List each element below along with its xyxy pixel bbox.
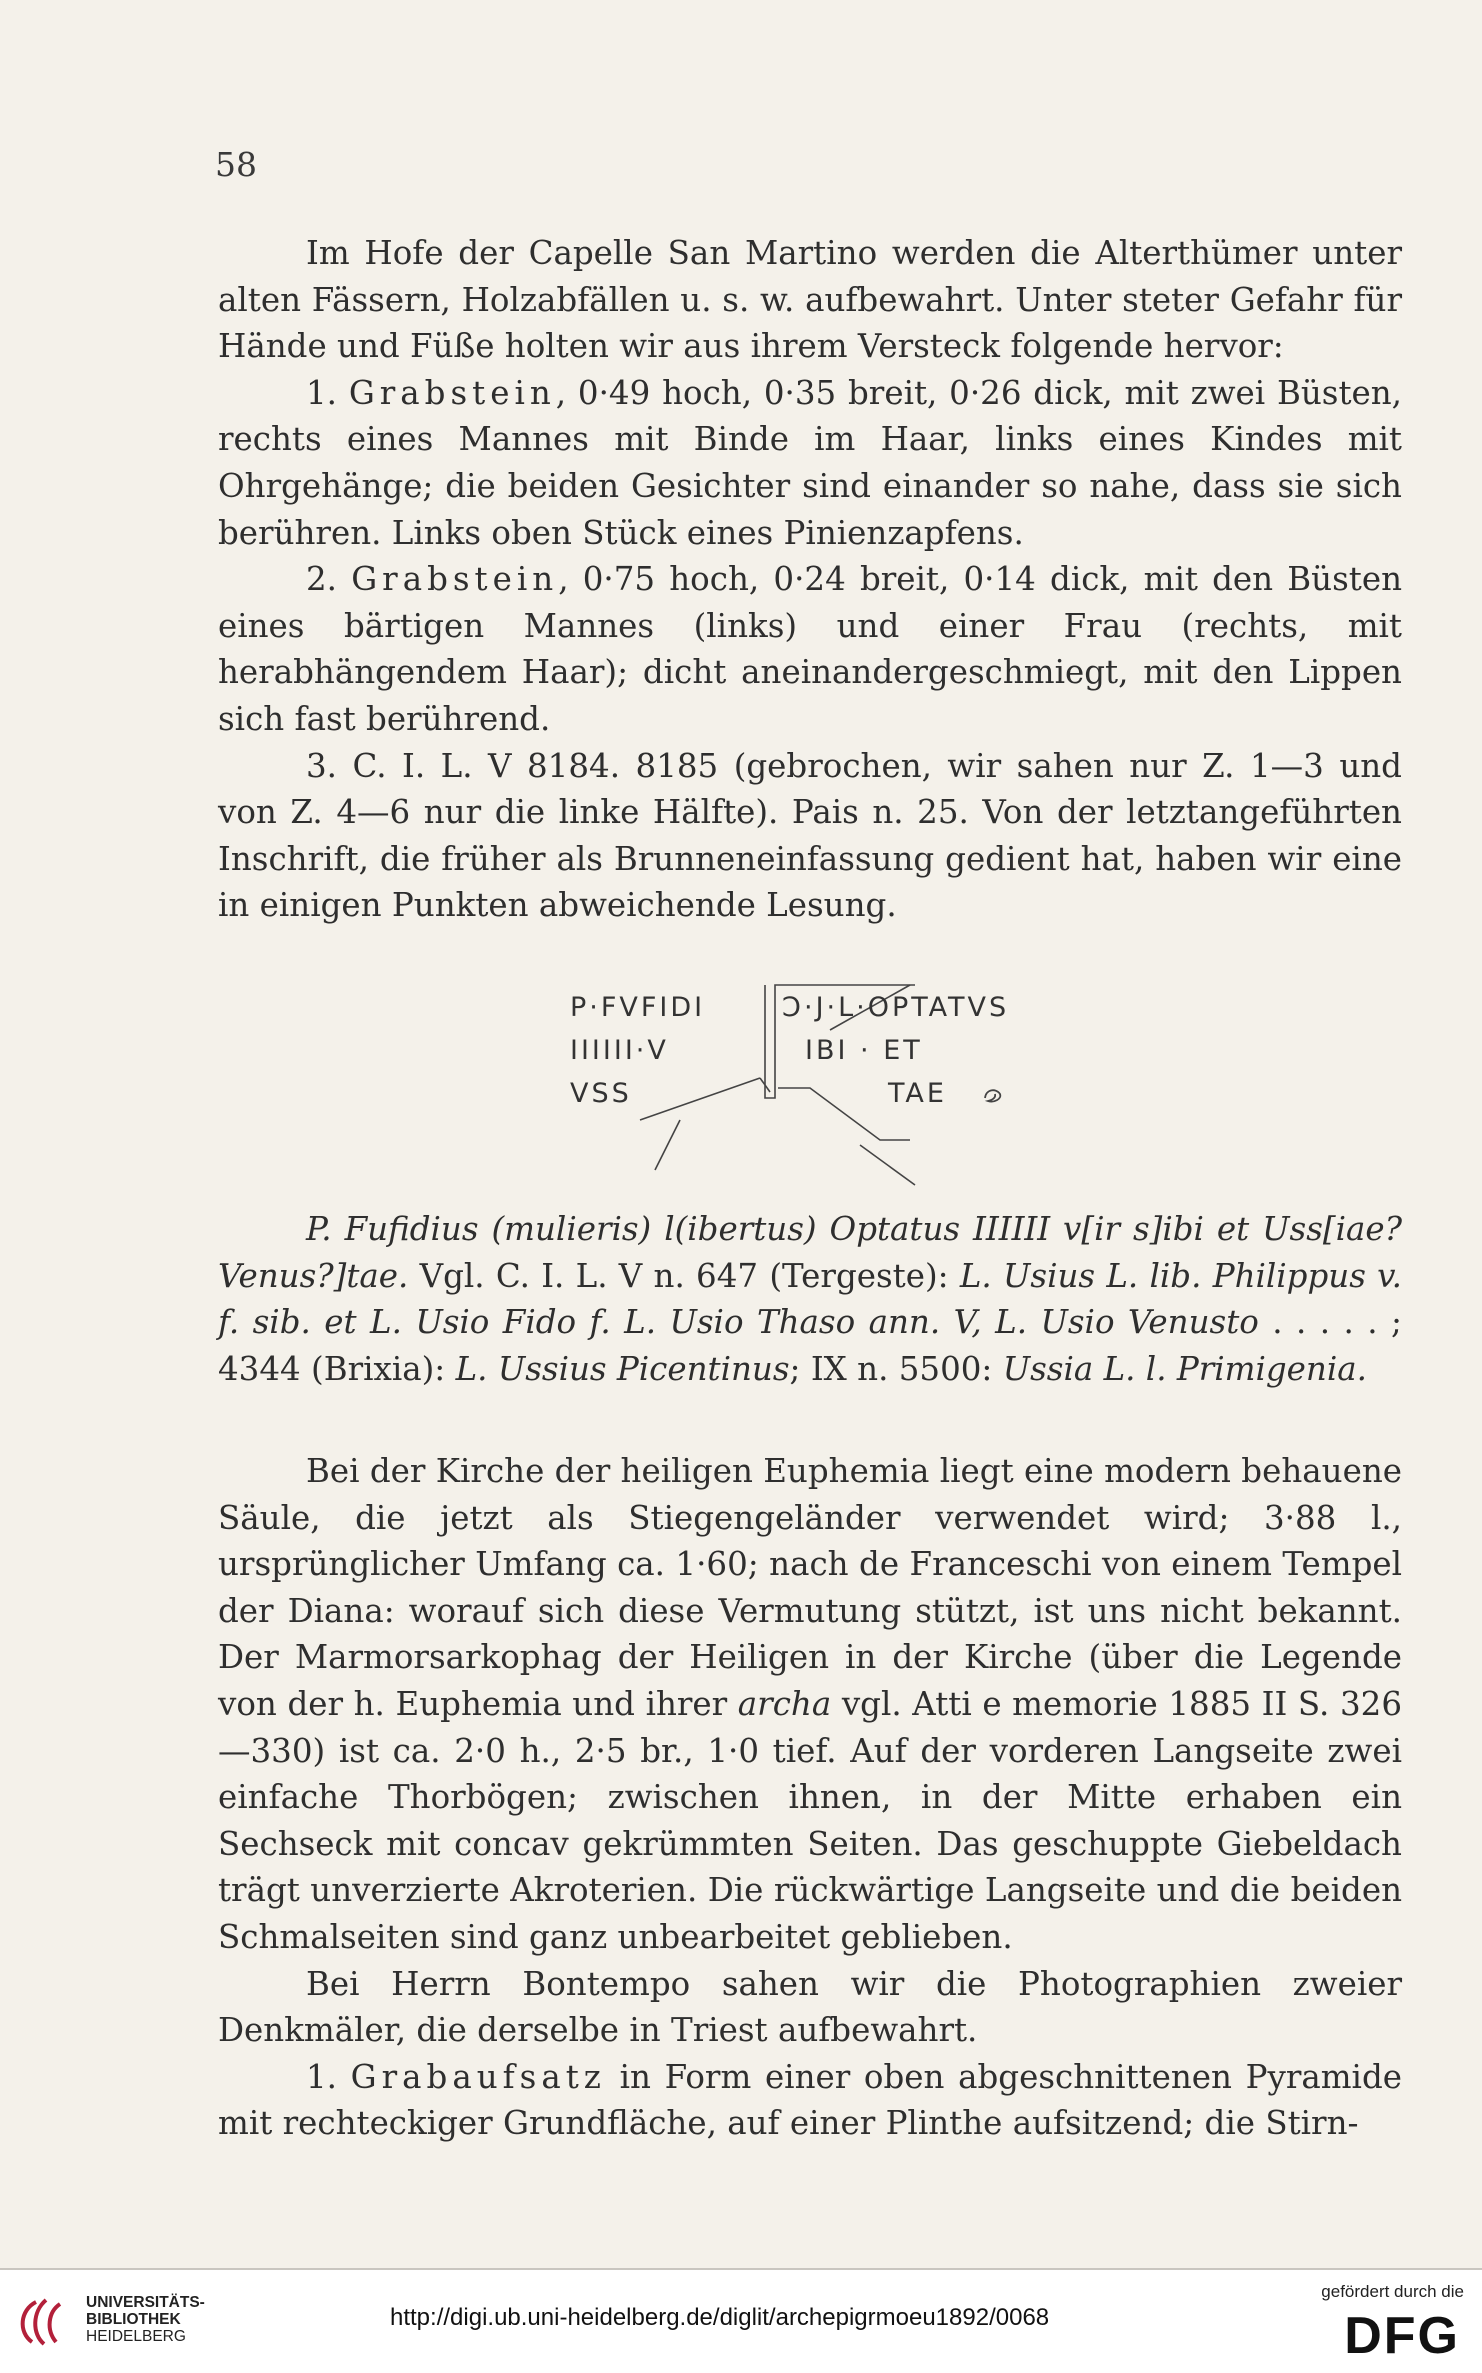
permalink-url[interactable]: http://digi.ub.uni-heidelberg.de/diglit/archepigrmoeu1892/0068 [390,2304,1050,2331]
text-run: Im Hofe der Capelle San Martino werden die Alterthümer unter alten Fässern, Holzabfällen u. s. w. aufbewahrt. Unter steter Gefahr für Hände und Füße holten wir aus ihrem Versteck folgende hervor: [218,234,1402,366]
paragraph-p7 [218,2054,1402,2147]
text-run: . . . . . ; 4344 (Brixia): [218,1303,1402,1388]
library-name-line-1: UNIVERSITÄTS- [86,2294,205,2311]
inscription-line-3-left: VSS [570,1078,632,1109]
text-run: 3. C. I. L. V 8184. 8185 (gebrochen, wir sahen nur Z. 1—3 und von Z. 4—6 nur die linke Hälfte). Pais n. 25. Von der letztangeführten Inschrift, die früher als Brunneneinfassung gedient hat, haben wir eine in einigen Punkten abweichende Lesung. [218,746,1402,925]
text-run: ; IX n. 5500: [789,1349,1003,1388]
paragraph-p2 [218,370,1402,556]
text-run: 1. [306,373,349,412]
paragraph-p3 [218,556,1402,742]
paragraph-p6 [218,1961,1402,2054]
inscription-line-3-right: TAE [888,1078,947,1109]
text-run: 2. [306,560,352,599]
spaced-heading: Grabstein [348,373,556,412]
library-name [86,2294,205,2345]
main-text [218,230,1402,929]
text-run: Vgl. C. I. L. V n. 647 (Tergeste): [408,1256,960,1295]
library-name-line-2: BIBLIOTHEK [86,2311,181,2328]
inscription-line-1-right: Ɔ·J·L·OPTATVS [782,992,1010,1023]
library-name-line-3: HEIDELBERG [86,2328,186,2345]
paragraph-p1 [218,230,1402,370]
spaced-heading: Grabaufsatz [350,2057,606,2096]
text-run: , 0·75 hoch, 0·24 breit, 0·14 dick, mit den Büsten eines bärtigen Mannes (links) und einer Frau (rechts, mit herabhängendem Haar); dicht aneinandergeschmiegt, mit den Lippen sich fast berührend. [218,560,1402,738]
italic-text: P. Fufidius (mulieris) l(ibertus) Optatus IIIIII v[ir s]ibi et Uss[iae? Venus?]tae. [218,1210,1402,1295]
inscription-figure [560,980,1080,1200]
italic-text: L. Usius L. lib. Philippus v. f. sib. et L. Usio Fido f. L. Usio Thaso ann. V, L. Usio Venusto [218,1256,1402,1342]
text-run: 1. [306,2057,351,2096]
paragraph-p4 [218,743,1402,929]
inscription-line-1-left: P·FVFIDI [570,992,706,1023]
university-library-logo-icon [14,2290,74,2350]
text-run: vgl. Atti e memorie 1885 II S. 326—330) ist ca. 2·0 h., 2·5 br., 1·0 tief. Auf der vorderen Langseite zwei einfache Thorbögen; zwischen ihnen, in der Mitte erhaben ein Sechseck mit concav gekrümmten Seiten. Das geschuppte Giebeldach trägt unverzierte Akroterien. Die rückwärtige Langseite und die beiden Schmalseiten sind ganz unbearbeitet geblieben. [218,1684,1402,1956]
paragraph-p5 [218,1448,1402,1961]
footer [0,2270,1482,2373]
inscription-transcription [218,1206,1402,1392]
text-run: in Form einer oben abgeschnittenen Pyramide mit rechteckiger Grundfläche, auf einer Plinthe aufsitzend; die Stirn- [218,2057,1402,2143]
text-run: Bei der Kirche der heiligen Euphemia liegt eine modern behauene Säule, die jetzt als Stiegengeländer verwendet wird; 3·88 l., ursprünglicher Umfang ca. 1·60; nach de Franceschi von einem Tempel der Diana: worauf sich diese Vermutung stützt, ist uns nicht bekannt. Der Marmorsarkophag der Heiligen in der Kirche (über die Legende von der h. Euphemia und ihrer [218,1452,1402,1723]
text-run: , 0·49 hoch, 0·35 breit, 0·26 dick, mit zwei Büsten, rechts eines Mannes mit Binde im Haar, links eines Kindes mit Ohrgehänge; die beiden Gesichter sind einander so nahe, dass sie sich berühren. Links oben Stück eines Pinienzapfens. [218,373,1402,552]
inscription-line-2-left: IIIIII·V [570,1035,669,1066]
continuation-text [218,1448,1402,2147]
spaced-heading: Grabstein [351,560,559,599]
italic-text: Ussia L. l. Primigenia. [1002,1349,1367,1388]
transcription-paragraph [218,1206,1402,1392]
dfg-logo: DFG [1344,2307,1460,2365]
page-number: 58 [215,145,257,184]
italic-text: archa [737,1684,832,1723]
italic-text: L. Ussius Picentinus [455,1349,790,1388]
funded-by-label: gefördert durch die [1321,2282,1464,2301]
text-run: Bei Herrn Bontempo sahen wir die Photographien zweier Denkmäler, die derselbe in Triest aufbewahrt. [218,1964,1402,2050]
inscription-line-2-right: IBI · ET [805,1035,923,1066]
leaf-ornament-icon [982,1086,1004,1106]
